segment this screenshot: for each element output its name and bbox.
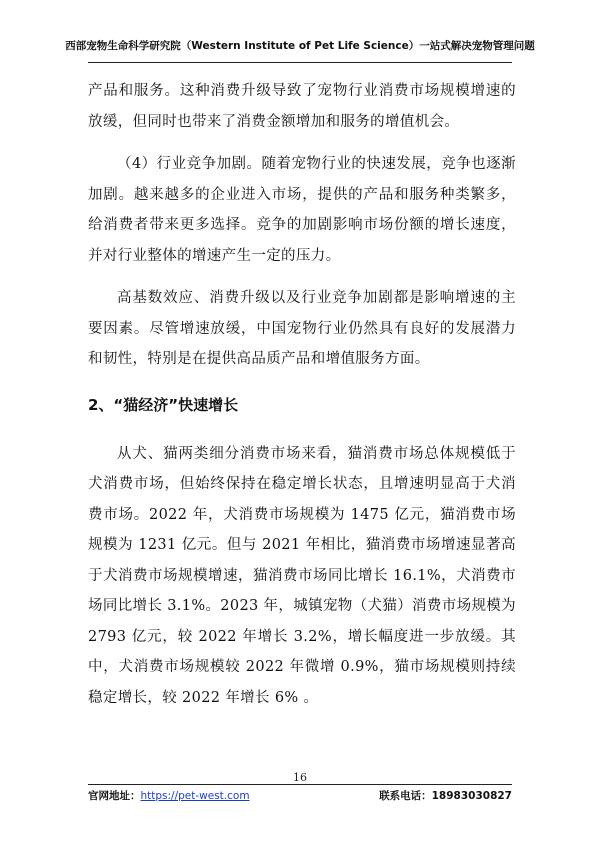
document-body — [88, 76, 516, 725]
section-heading: 2、“猫经济”快速增长 — [88, 395, 239, 414]
page-footer — [88, 788, 512, 803]
paragraph-4: 从犬、猫两类细分消费市场来看，猫消费市场总体规模低于犬消费市场，但始终保持在稳定增长状态，且增速明显高于犬消费市场。2022 年，犬消费市场规模为 1475 亿元，猫消费市场规模为 1231 亿元。但与 2021 年相比，猫消费市场增速显著高于犬消费市场规模增速，猫消费市场同比增长 16.1%，犬消费市场同比增长 3.1%。2023 年，城镇宠物（犬猫）消费市场规模为 2793 亿元，较 2022 年增长 3.2%，增长幅度进一步放缓。其中，犬消费市场规模较 2022 年微增 0.9%，猫市场规模则持续稳定增长，较 2022 年增长 6% 。 — [88, 445, 517, 706]
footer-phone — [379, 788, 512, 803]
paragraph-2: （4）行业竞争加剧。随着宠物行业的快速发展，竞争也逐渐加剧。越来越多的企业进入市场，提供的产品和服务种类繁多，给消费者带来更多选择。竞争的加剧影响市场份额的增长速度，并对行业整体的增速产生一定的压力。 — [88, 156, 516, 264]
website-label: 官网地址： — [88, 790, 141, 802]
footer-website — [88, 788, 250, 803]
page-number: 16 — [293, 771, 307, 784]
paragraph-1: 产品和服务。这种消费升级导致了宠物行业消费市场规模增速的放缓，但同时也带来了消费金额增加和服务的增值机会。 — [88, 83, 516, 130]
header-divider — [88, 62, 512, 63]
header-title: 西部宠物生命科学研究院（Western Institute of Pet Life Science）一站式解决宠物管理问题 — [65, 40, 535, 52]
footer-divider — [88, 784, 512, 785]
page-header — [0, 38, 600, 53]
paragraph-3: 高基数效应、消费升级以及行业竞争加剧都是影响增速的主要因素。尽管增速放缓，中国宠物行业仍然具有良好的发展潜力和韧性，特别是在提供高品质产品和增值服务方面。 — [88, 290, 516, 367]
website-link[interactable]: https://pet-west.com — [140, 790, 250, 802]
phone-label: 联系电话： — [379, 790, 432, 802]
phone-number: 18983030827 — [431, 790, 512, 802]
